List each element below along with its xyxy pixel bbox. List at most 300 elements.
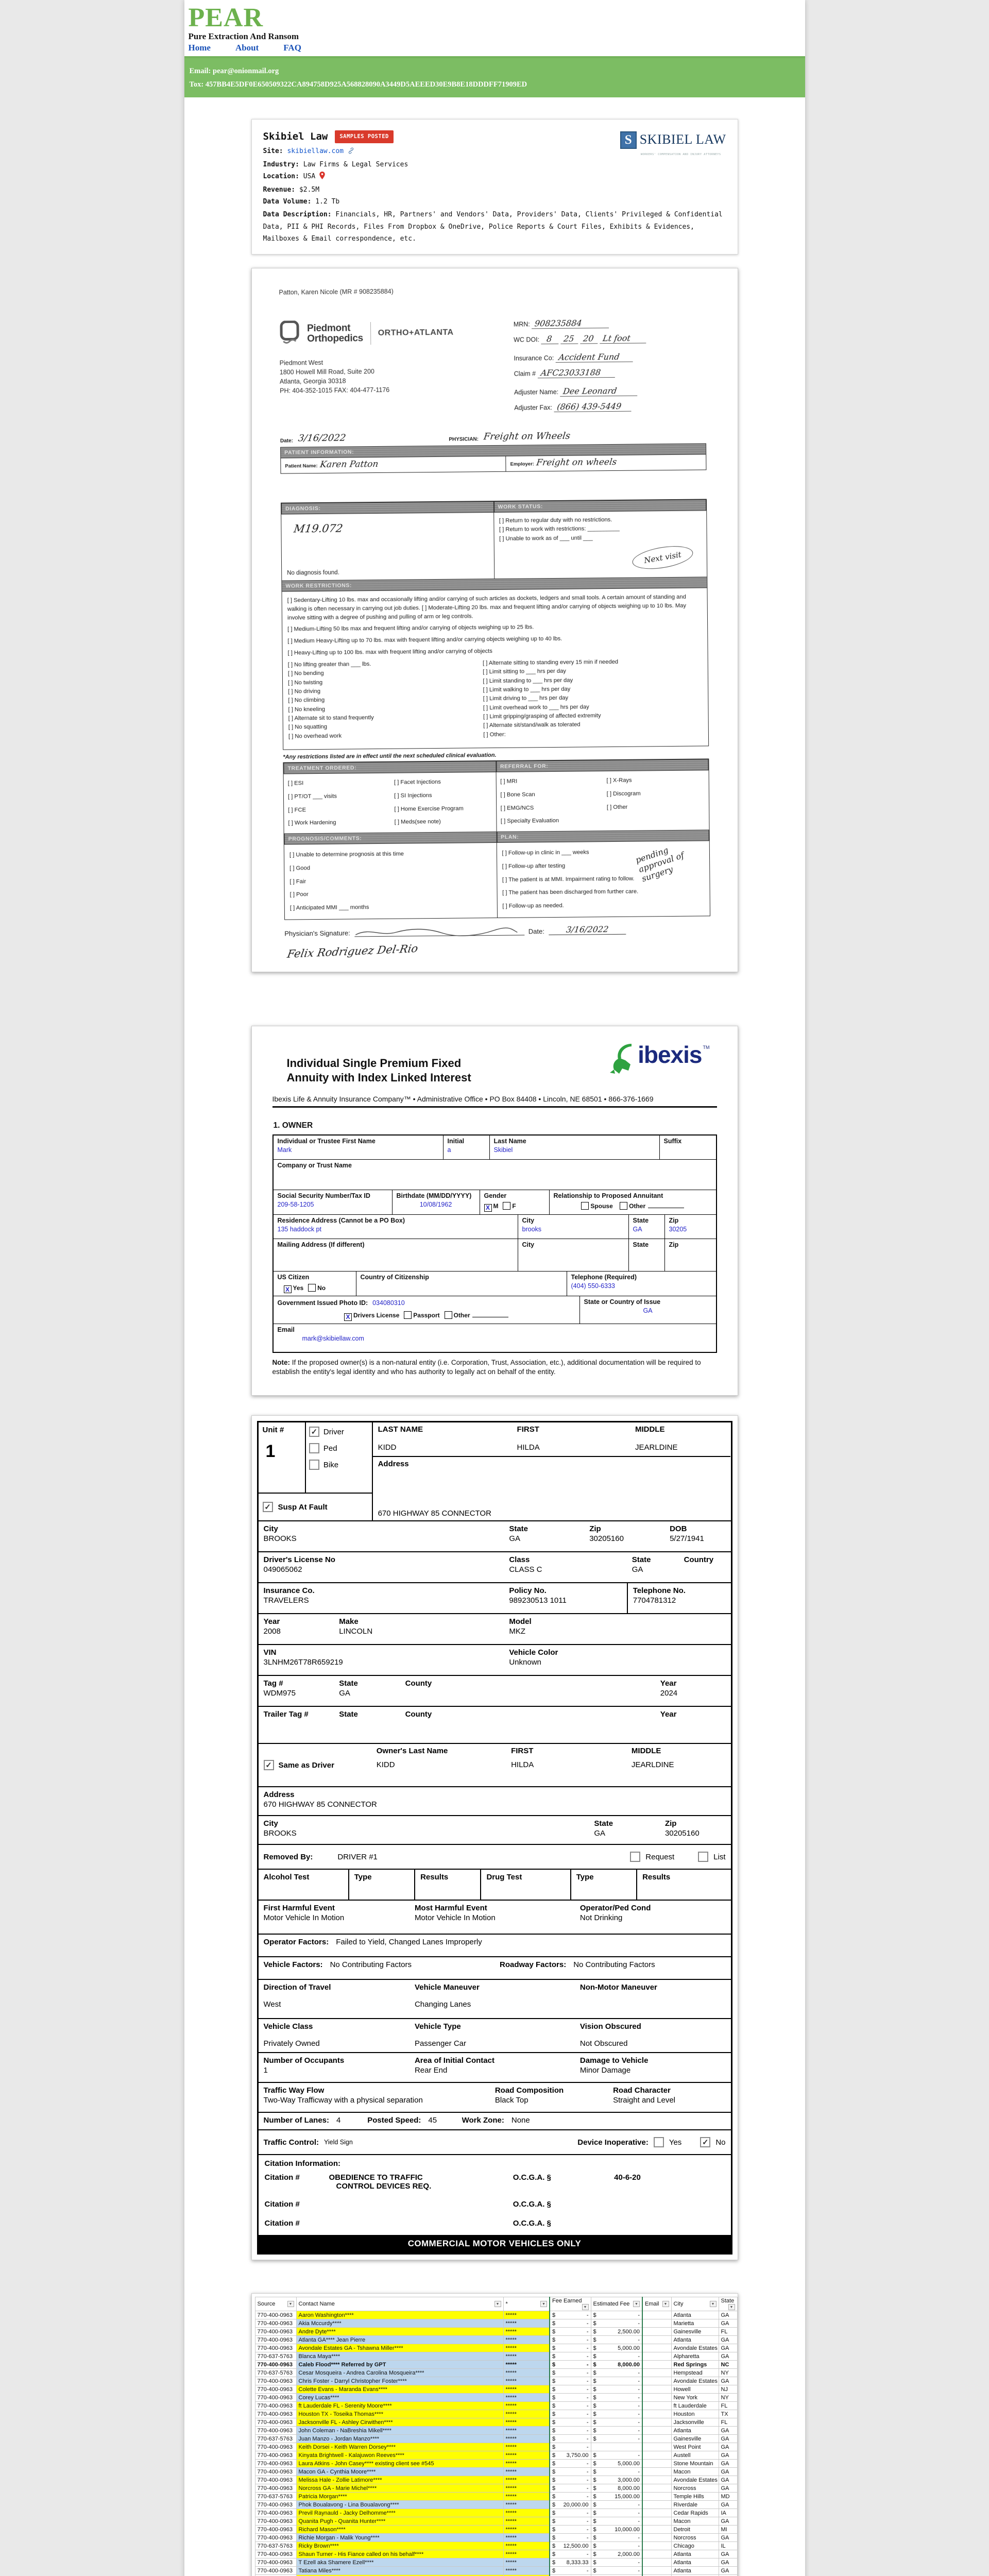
- sheet-cell: $ -: [550, 2517, 591, 2526]
- sheet-cell: $ -: [591, 2352, 642, 2361]
- sheet-cell: Shaun Turner - His Fiance called on his behalf****: [296, 2550, 503, 2558]
- sheet-cell: Norcross: [671, 2484, 719, 2493]
- sheet-cell: *****: [503, 2484, 550, 2493]
- victim-description-line: [263, 209, 726, 245]
- owner-first-header: FIRST: [511, 1747, 534, 1756]
- site-label: Site:: [263, 147, 283, 156]
- sheet-cell: GA: [719, 2427, 737, 2435]
- sheet-cell: Cedar Rapids: [671, 2509, 719, 2517]
- checkbox-option: [ ] Discogram: [606, 790, 641, 798]
- sheet-cell: 770-400-0963: [255, 2517, 296, 2526]
- sheet-cell: Hempstead: [671, 2369, 719, 2377]
- note-label: Note:: [272, 1358, 290, 1366]
- crash-row: [259, 1706, 731, 1743]
- sheet-cell: 770-400-0963: [255, 2558, 296, 2567]
- annuity-note: [272, 1358, 717, 1377]
- sheet-cell: $ -: [591, 2319, 642, 2328]
- sample-doc-spreadsheet[interactable]: [251, 2293, 738, 2576]
- id-other-label: Other: [453, 1312, 470, 1319]
- sheet-cell: 770-637-5763: [255, 2352, 296, 2361]
- relationship-spouse-checkbox[interactable]: [581, 1202, 589, 1210]
- device-no-checkbox[interactable]: ✓: [700, 2137, 710, 2147]
- sheet-cell: *****: [503, 2319, 550, 2328]
- sheet-cell: [642, 2402, 671, 2410]
- crash-field: Type: [348, 1870, 414, 1900]
- clinic-address: [279, 357, 514, 396]
- sheet-cell: Houston TX - Toseika Thomas****: [296, 2410, 503, 2418]
- sheet-cell: Houston: [671, 2410, 719, 2418]
- sheet-row: [255, 2435, 737, 2443]
- sheet-cell: 770-400-0963: [255, 2427, 296, 2435]
- sheet-cell: Colette Evans - Maranda Evans****: [296, 2385, 503, 2394]
- citation1-code: 40-6-20: [614, 2173, 641, 2182]
- date-label: Date:: [280, 438, 293, 445]
- plan-cell: [497, 841, 710, 918]
- sheet-cell: ft Lauderdale: [671, 2402, 719, 2410]
- sheet-cell: *****: [503, 2460, 550, 2468]
- checkbox-option: [ ] X-Rays: [606, 777, 632, 784]
- sheet-cell: *****: [503, 2476, 550, 2484]
- sheet-cell: Atlanta: [671, 2567, 719, 2575]
- sheet-row: [255, 2369, 737, 2377]
- gender-female-checkbox[interactable]: [503, 1202, 510, 1210]
- col-city[interactable]: City ▼: [671, 2297, 719, 2311]
- sheet-row: [255, 2361, 737, 2369]
- sheet-cell: Stone Mountain: [671, 2460, 719, 2468]
- nav-about[interactable]: About: [235, 43, 259, 53]
- sheet-cell: $ -: [591, 2418, 642, 2427]
- sheet-cell: 770-400-0963: [255, 2328, 296, 2336]
- id-other-checkbox[interactable]: [445, 1311, 452, 1319]
- device-yes-checkbox[interactable]: [654, 2137, 664, 2147]
- checkbox-option: [ ] Fair: [289, 878, 306, 885]
- page: [184, 0, 805, 2576]
- sheet-cell: 770-400-0963: [255, 2394, 296, 2402]
- crash-field: County: [405, 1679, 432, 1688]
- sheet-cell: *****: [503, 2567, 550, 2575]
- diagnosis-band: DIAGNOSIS:: [281, 501, 494, 515]
- filter-icon[interactable]: ▼: [662, 2301, 669, 2307]
- insurance-value: Accident Fund: [555, 352, 633, 363]
- sheet-cell: [642, 2509, 671, 2517]
- us-citizen-no-label: No: [317, 1284, 326, 1292]
- crash-field: Telephone No. 7704781312: [627, 1583, 731, 1613]
- patient-header: Patton, Karen Nicole (MR # 908235884): [278, 288, 394, 297]
- checkbox-option: [ ] The patient is at MMI. Impairment rating to follow.: [502, 875, 635, 883]
- work-status-cell: [493, 511, 707, 579]
- susp-at-fault-checkbox[interactable]: ✓: [263, 1502, 273, 1512]
- middle-name-header: MIDDLE: [635, 1425, 665, 1434]
- sheet-cell: NY: [719, 2369, 737, 2377]
- sheet-row: [255, 2501, 737, 2509]
- checkbox-option: [ ] The patient has been discharged from further care.: [502, 889, 638, 896]
- filter-icon[interactable]: ▼: [710, 2301, 717, 2307]
- checkbox-option: [ ] Limit gripping/grasping of affected extremity: [483, 713, 601, 720]
- sheet-cell: GA: [719, 2344, 737, 2352]
- sample-doc-annuity-form[interactable]: [251, 1026, 738, 1396]
- sheet-cell: Jacksonville: [671, 2418, 719, 2427]
- crash-field: Operator/Ped Cond Not Drinking: [579, 1904, 651, 1923]
- sheet-cell: $ -: [550, 2476, 591, 2484]
- main-nav: [189, 43, 801, 53]
- victim-industry-line: [263, 159, 726, 171]
- referral-band: REFERRAL FOR:: [496, 759, 708, 773]
- sheet-cell: Aaron Washington****: [296, 2311, 503, 2319]
- checkbox-option: [ ] Work Hardening: [287, 820, 336, 827]
- sheet-row: [255, 2476, 737, 2484]
- sheet-cell: GA: [719, 2336, 737, 2344]
- sheet-cell: [642, 2534, 671, 2542]
- sheet-cell: $ 5,000.00: [591, 2344, 642, 2352]
- clinic-address-line: PH: 404-352-1015 FAX: 404-477-1176: [279, 386, 389, 395]
- filter-icon[interactable]: ▼: [728, 2304, 735, 2310]
- crash-field: Traffic Way Flow Two-Way Trafficway with a physical separation: [263, 2086, 423, 2105]
- crash-row: [259, 1815, 731, 1844]
- sheet-cell: *****: [503, 2435, 550, 2443]
- sheet-cell: [642, 2460, 671, 2468]
- sheet-cell: *****: [503, 2509, 550, 2517]
- relationship-spouse-label: Spouse: [590, 1202, 613, 1210]
- annuity-title: [287, 1056, 471, 1084]
- sample-doc-medical-form[interactable]: [251, 268, 738, 972]
- ped-checkbox[interactable]: [309, 1443, 319, 1453]
- sheet-cell: Richie Morgan - Malik Young****: [296, 2534, 503, 2542]
- sheet-cell: [642, 2410, 671, 2418]
- crash-field: Country: [684, 1555, 714, 1565]
- checkbox-option: [ ] Poor: [289, 892, 309, 899]
- citation-section: [259, 2154, 731, 2235]
- sheet-row: [255, 2558, 737, 2567]
- ssn-label: Social Security Number/Tax ID: [277, 1192, 370, 1200]
- crash-field: Zip 30205160: [664, 1819, 700, 1838]
- sheet-cell: $ -: [550, 2493, 591, 2501]
- filter-icon[interactable]: ▼: [582, 2304, 589, 2310]
- residence-value: 135 haddock pt: [277, 1225, 321, 1233]
- sheet-row: [255, 2427, 737, 2435]
- sheet-cell: $ -: [550, 2402, 591, 2410]
- employer-value: Freight on wheels: [535, 457, 618, 468]
- nav-home[interactable]: Home: [188, 43, 211, 53]
- filter-icon[interactable]: ▼: [540, 2301, 547, 2307]
- sheet-cell: *****: [503, 2328, 550, 2336]
- checkbox-option: [ ] Alternate sit/stand/walk as tolerated: [483, 722, 581, 729]
- checkbox-option: [ ] Good: [289, 865, 310, 872]
- col-masked[interactable]: * ▼: [503, 2297, 550, 2311]
- crash-field: Model MKZ: [509, 1617, 532, 1636]
- crash-field: Year: [660, 1710, 677, 1719]
- sheet-cell: NC: [719, 2361, 737, 2369]
- crash-field: City BROOKS: [263, 1524, 297, 1544]
- mailing-state-label: State: [633, 1241, 649, 1248]
- relationship-other-checkbox[interactable]: [620, 1202, 627, 1210]
- sheet-cell: [591, 2575, 642, 2576]
- col-fee-earned[interactable]: Fee Earned ▼: [550, 2297, 591, 2311]
- crash-field: State GA: [509, 1524, 528, 1544]
- prognosis-band: PROGNOSIS/COMMENTS:: [284, 832, 497, 845]
- initial-value: a: [447, 1146, 451, 1154]
- crash-field: Operator Factors: Failed to Yield, Changed Lanes Improperly: [263, 1938, 482, 1947]
- diagnosis-workstatus-table: [280, 499, 707, 581]
- work-status-band: WORK STATUS:: [493, 500, 706, 513]
- sheet-cell: Macon: [671, 2517, 719, 2526]
- last-name-value: Skibiel: [493, 1146, 513, 1154]
- checkbox-option: [ ] No climbing: [287, 697, 325, 704]
- revenue-label: Revenue:: [263, 185, 296, 194]
- id-passport-checkbox[interactable]: [404, 1311, 412, 1319]
- site-logo: PEAR: [188, 3, 264, 32]
- sheet-cell: [591, 2443, 642, 2451]
- clinic-name-1: Piedmont: [306, 323, 350, 334]
- sheet-cell: [642, 2418, 671, 2427]
- sort-filter-icon[interactable]: ▼: [494, 2301, 501, 2307]
- driver-checkbox[interactable]: ✓: [309, 1427, 319, 1437]
- email-label: Email: [277, 1326, 295, 1333]
- unit-number: 1: [265, 1442, 276, 1462]
- sheet-row: [255, 2394, 737, 2402]
- bike-checkbox[interactable]: [309, 1460, 319, 1470]
- relationship-other-label: Other: [629, 1202, 646, 1210]
- sheet-cell: 770-400-0963: [255, 2311, 296, 2319]
- col-email[interactable]: Email ▼: [642, 2297, 671, 2311]
- description-value: Financials, HR, Partners' and Vendors' Data, Providers' Data, Clients' Privileged & Confidential Data, PII & PHI Records, Files From Dropbox & OneDrive, Police Reports & Court Files, Exhibits & Evidences, Mailboxes & Email correspondence, etc.: [263, 211, 723, 243]
- mrn-value: 908235884: [532, 318, 609, 329]
- sheet-cell: 770-400-0963: [255, 2550, 296, 2558]
- sheet-cell: 770-400-0963: [255, 2344, 296, 2352]
- sheet-cell: $ -: [591, 2410, 642, 2418]
- crash-field: Year 2008: [263, 1617, 281, 1636]
- victim-site-link[interactable]: skibiellaw.com: [287, 147, 344, 156]
- id-drivers-license-checkbox[interactable]: X: [344, 1313, 352, 1321]
- sheet-cell: 770-400-0963: [255, 2336, 296, 2344]
- crash-field: Class CLASS C: [509, 1555, 542, 1574]
- sheet-cell: GA: [719, 2352, 737, 2361]
- sample-doc-crash-report[interactable]: [251, 1415, 738, 2260]
- sheet-cell: $ -: [591, 2468, 642, 2476]
- sheet-cell: Atlanta: [671, 2311, 719, 2319]
- us-citizen-yes-label: Yes: [293, 1284, 304, 1292]
- id-passport-label: Passport: [413, 1312, 440, 1319]
- sheet-cell: 770-637-5763: [255, 2435, 296, 2443]
- sheet-cell: *****: [503, 2493, 550, 2501]
- clinic-address-line: Piedmont West: [279, 359, 323, 367]
- sheet-cell: 770-400-0963: [255, 2361, 296, 2369]
- crash-field: Alcohol Test: [263, 1873, 310, 1882]
- sheet-cell: $ -: [550, 2311, 591, 2319]
- sheet-cell: $ -: [550, 2418, 591, 2427]
- sheet-cell: Temple Hills: [671, 2493, 719, 2501]
- col-contact-name[interactable]: Contact Name ▼: [296, 2297, 503, 2311]
- site-tagline: Pure Extraction And Ransom: [188, 31, 299, 42]
- data-volume-label: Data Volume:: [263, 197, 312, 206]
- col-estimated-fee[interactable]: Estimated Fee ▼: [591, 2297, 642, 2311]
- sheet-cell: 770-637-5763: [255, 2369, 296, 2377]
- ssn-value: 209-58-1205: [277, 1201, 314, 1209]
- crash-field: Vehicle Maneuver Changing Lanes: [414, 1983, 480, 2009]
- sheet-cell: $ -: [591, 2501, 642, 2509]
- susp-at-fault-label: Susp At Fault: [278, 1502, 328, 1512]
- crash-row: [259, 1613, 731, 1644]
- skibiel-logo-subtext: WORKERS' COMPENSATION AND INJURY ATTORNEYS: [640, 152, 721, 156]
- sheet-cell: $ -: [550, 2410, 591, 2418]
- sheet-cell: $ -: [591, 2394, 642, 2402]
- sheet-cell: GA: [719, 2476, 737, 2484]
- sheet-cell: $ -: [550, 2567, 591, 2575]
- contacts-spreadsheet: [255, 2297, 738, 2576]
- us-citizen-yes-checkbox[interactable]: X: [284, 1285, 292, 1293]
- checkbox-option: [ ] No bending: [287, 670, 324, 677]
- contact-bar: [184, 56, 805, 97]
- sheet-cell: GA: [719, 2377, 737, 2385]
- col-source[interactable]: Source ▼: [255, 2297, 296, 2311]
- sheet-cell: [642, 2369, 671, 2377]
- crash-row: [259, 1869, 731, 1900]
- checkbox-option: [ ] Facet Injections: [394, 779, 441, 786]
- traffic-control-value: Yield Sign: [324, 2139, 353, 2146]
- sheet-cell: 770-400-0963: [255, 2410, 296, 2418]
- sheet-cell: GA: [719, 2468, 737, 2476]
- sheet-cell: Keith Dorsei - Keith Warren Dorsey****: [296, 2443, 503, 2451]
- skibiel-logo-text: SKIBIEL LAW: [639, 132, 726, 147]
- crash-field: Type: [570, 1870, 636, 1900]
- sheet-cell: [642, 2311, 671, 2319]
- adjuster-value: Dee Leonard: [560, 386, 637, 397]
- sheet-cell: $ -: [550, 2534, 591, 2542]
- sheet-cell: [642, 2575, 671, 2576]
- crash-field: Road Character Straight and Level: [613, 2086, 675, 2105]
- sheet-cell: 770-637-5763: [255, 2493, 296, 2501]
- work-status-handwritten: Next visit: [630, 543, 694, 573]
- crash-row: [259, 1582, 731, 1613]
- list-checkbox[interactable]: [698, 1852, 708, 1862]
- sheet-cell: $ -: [550, 2369, 591, 2377]
- sheet-row: [255, 2377, 737, 2385]
- citation1-desc: [329, 2173, 513, 2191]
- sheet-cell: $ -: [550, 2352, 591, 2361]
- sheet-row: [255, 2550, 737, 2558]
- sheet-row: [255, 2311, 737, 2319]
- checkbox-option: [ ] Other:: [483, 731, 506, 738]
- mailing-city-label: City: [522, 1241, 535, 1248]
- sheet-cell: 770-400-0963: [255, 2319, 296, 2328]
- clinic-address-line: Atlanta, Georgia 30318: [279, 378, 346, 386]
- checkbox-option: [ ] Limit sitting to ___ hrs per day: [482, 668, 566, 675]
- sheet-cell: Andre Dyte****: [296, 2328, 503, 2336]
- sheet-cell: MI: [719, 2526, 737, 2534]
- sheet-cell: [255, 2575, 296, 2576]
- sheet-cell: $ 15,000.00: [591, 2493, 642, 2501]
- us-citizen-no-checkbox[interactable]: [308, 1284, 316, 1292]
- sheet-cell: Cesar Mosqueira - Andrea Carolina Mosqueira****: [296, 2369, 503, 2377]
- id-drivers-license-label: Drivers License: [353, 1312, 400, 1319]
- sheet-cell: [642, 2427, 671, 2435]
- industry-value: Law Firms & Legal Services: [303, 160, 408, 168]
- sheet-row: [255, 2509, 737, 2517]
- annuity-form: [257, 1031, 732, 1390]
- sheet-cell: [642, 2361, 671, 2369]
- restrictions-left: [287, 659, 483, 741]
- checkbox-option: [ ] Return to regular duty with no restrictions.: [499, 517, 612, 524]
- treatment-col2: [389, 772, 496, 833]
- col-state[interactable]: State ▼: [719, 2297, 737, 2311]
- filter-icon[interactable]: ▼: [633, 2301, 640, 2307]
- sheet-cell: GA: [719, 2460, 737, 2468]
- sheet-cell: Gainesville: [671, 2435, 719, 2443]
- relationship-other-blank: [648, 1203, 684, 1208]
- same-as-driver-checkbox[interactable]: ✓: [264, 1760, 274, 1770]
- sheet-row: [255, 2484, 737, 2493]
- sheet-cell: [642, 2352, 671, 2361]
- last-name-value: KIDD: [378, 1443, 397, 1452]
- sheet-cell: [642, 2319, 671, 2328]
- work-restrictions-band: WORK RESTRICTIONS:: [281, 577, 707, 592]
- gender-female-label: F: [512, 1202, 516, 1210]
- sheet-cell: IA: [719, 2509, 737, 2517]
- sheet-cell: $ -: [550, 2385, 591, 2394]
- company-label: Company or Trust Name: [277, 1162, 352, 1170]
- sheet-cell: *****: [503, 2344, 550, 2352]
- sheet-cell: 770-400-0963: [255, 2451, 296, 2460]
- sheet-cell: [642, 2443, 671, 2451]
- crash-field: Policy No. 989230513 1011: [509, 1586, 567, 1605]
- sheet-cell: GA: [719, 2567, 737, 2575]
- crash-field: Non-Motor Maneuver: [579, 1983, 657, 1992]
- device-yes-label: Yes: [669, 2138, 682, 2147]
- signature-line: [354, 925, 524, 937]
- sheet-cell: GA: [719, 2311, 737, 2319]
- gender-male-checkbox[interactable]: X: [484, 1204, 492, 1212]
- filter-icon[interactable]: ▼: [287, 2301, 294, 2307]
- insurance-label: Insurance Co:: [513, 354, 554, 363]
- ibexis-wordmark: ibexis: [638, 1041, 702, 1069]
- contact-email: Email: pear@onionmail.org: [189, 67, 279, 76]
- sheet-cell: *****: [503, 2451, 550, 2460]
- crash-field: Number of Lanes: 4: [263, 2116, 341, 2125]
- owner-middle-header: MIDDLE: [631, 1747, 661, 1756]
- sheet-cell: Riverdale: [671, 2501, 719, 2509]
- skibiel-law-logo: [620, 128, 726, 158]
- crash-grid-2: [259, 1786, 731, 1844]
- crash-row: [259, 1956, 731, 1979]
- sheet-cell: [642, 2526, 671, 2534]
- crash-row: [259, 1551, 731, 1582]
- claim-label: Claim #: [514, 370, 536, 378]
- nav-faq[interactable]: FAQ: [283, 43, 301, 53]
- checkbox-option: [ ] FCE: [287, 807, 306, 814]
- diagnosis-cell: [281, 513, 494, 581]
- checkbox-option: [ ] No kneeling: [287, 706, 325, 713]
- patient-info-band: PATIENT INFORMATION:: [280, 444, 706, 459]
- sheet-cell: [671, 2575, 719, 2576]
- sheet-cell: [642, 2493, 671, 2501]
- sheet-cell: [642, 2336, 671, 2344]
- checkbox-option: [ ] Limit overhead work to ___ hrs per day: [483, 704, 589, 711]
- crash-field: Vehicle Type Passenger Car: [414, 2022, 466, 2048]
- request-checkbox[interactable]: [630, 1852, 640, 1862]
- sheet-cell: *****: [503, 2468, 550, 2476]
- sheet-cell: Avondale Estates: [671, 2377, 719, 2385]
- checkbox-option: [ ] Medium-Lifting 50 lbs max and frequent lifting and/or carrying of objects weighing up to 25 lbs.: [287, 624, 534, 633]
- id-other-blank: [472, 1312, 508, 1317]
- sheet-cell: Marietta: [671, 2319, 719, 2328]
- checkbox-option: [ ] Unable to work as of ___ until ___: [499, 535, 593, 543]
- adjuster-fax-label: Adjuster Fax:: [514, 404, 552, 412]
- sheet-cell: 770-400-0963: [255, 2443, 296, 2451]
- crash-field: County: [405, 1710, 432, 1719]
- crash-row: [259, 1900, 731, 1934]
- driver-checkbox-label: Driver: [323, 1427, 344, 1436]
- trademark: TM: [703, 1045, 710, 1050]
- crash-field: Results: [636, 1870, 730, 1900]
